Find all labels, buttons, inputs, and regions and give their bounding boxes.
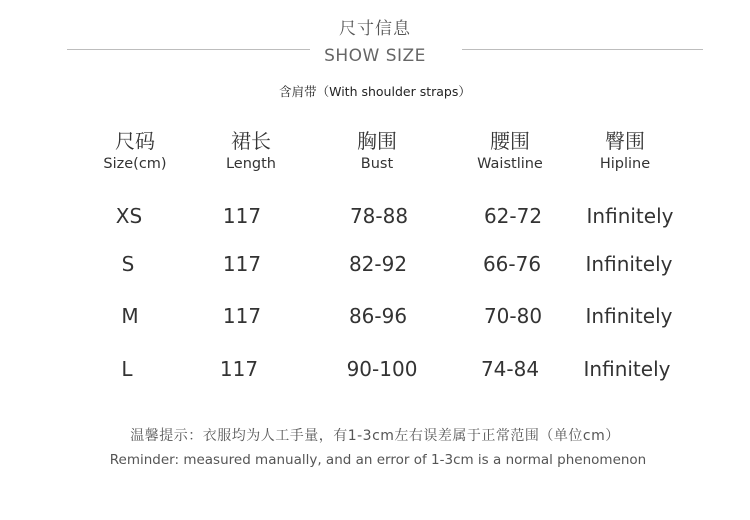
cell-bust: 86-96 (348, 304, 408, 328)
header-bust-cn: 胸围 (357, 129, 397, 153)
cell-hipline: Infinitely (583, 357, 671, 381)
cell-size: S (121, 252, 135, 276)
cell-length: 117 (222, 304, 262, 328)
cell-bust: 78-88 (349, 204, 409, 228)
header-waistline-en: Waistline (477, 156, 543, 172)
header-bust-en: Bust (360, 156, 394, 172)
header-size-en: Size(cm) (103, 156, 167, 172)
subtitle: 含肩带（With shoulder straps） (279, 84, 471, 99)
cell-waistline: 62-72 (483, 204, 543, 228)
cell-waistline: 70-80 (483, 304, 543, 328)
cell-size: L (121, 357, 133, 381)
header-length-cn: 裙长 (231, 129, 271, 153)
cell-hipline: Infinitely (585, 304, 673, 328)
cell-length: 117 (222, 252, 262, 276)
cell-bust: 82-92 (348, 252, 408, 276)
page-title-en: SHOW SIZE (324, 46, 426, 66)
header-waistline-cn: 腰围 (490, 129, 530, 153)
cell-waistline: 66-76 (482, 252, 542, 276)
cell-length: 117 (222, 204, 262, 228)
reminder-note-cn: 温馨提示：衣服均为人工手量，有1-3cm左右误差属于正常范围（单位cm） (130, 428, 620, 444)
reminder-note-en: Reminder: measured manually, and an error of 1-3cm is a normal phenomenon (109, 452, 647, 468)
cell-size: XS (115, 204, 143, 228)
header-size-cn: 尺码 (115, 129, 155, 153)
header-hipline-en: Hipline (599, 156, 651, 172)
cell-size: M (121, 304, 139, 328)
cell-length: 117 (219, 357, 259, 381)
header-hipline-cn: 臀围 (605, 129, 645, 153)
cell-bust: 90-100 (346, 357, 418, 381)
page-title-cn: 尺寸信息 (339, 19, 411, 39)
cell-waistline: 74-84 (480, 357, 540, 381)
header-length-en: Length (225, 156, 276, 172)
cell-hipline: Infinitely (586, 204, 674, 228)
cell-hipline: Infinitely (585, 252, 673, 276)
